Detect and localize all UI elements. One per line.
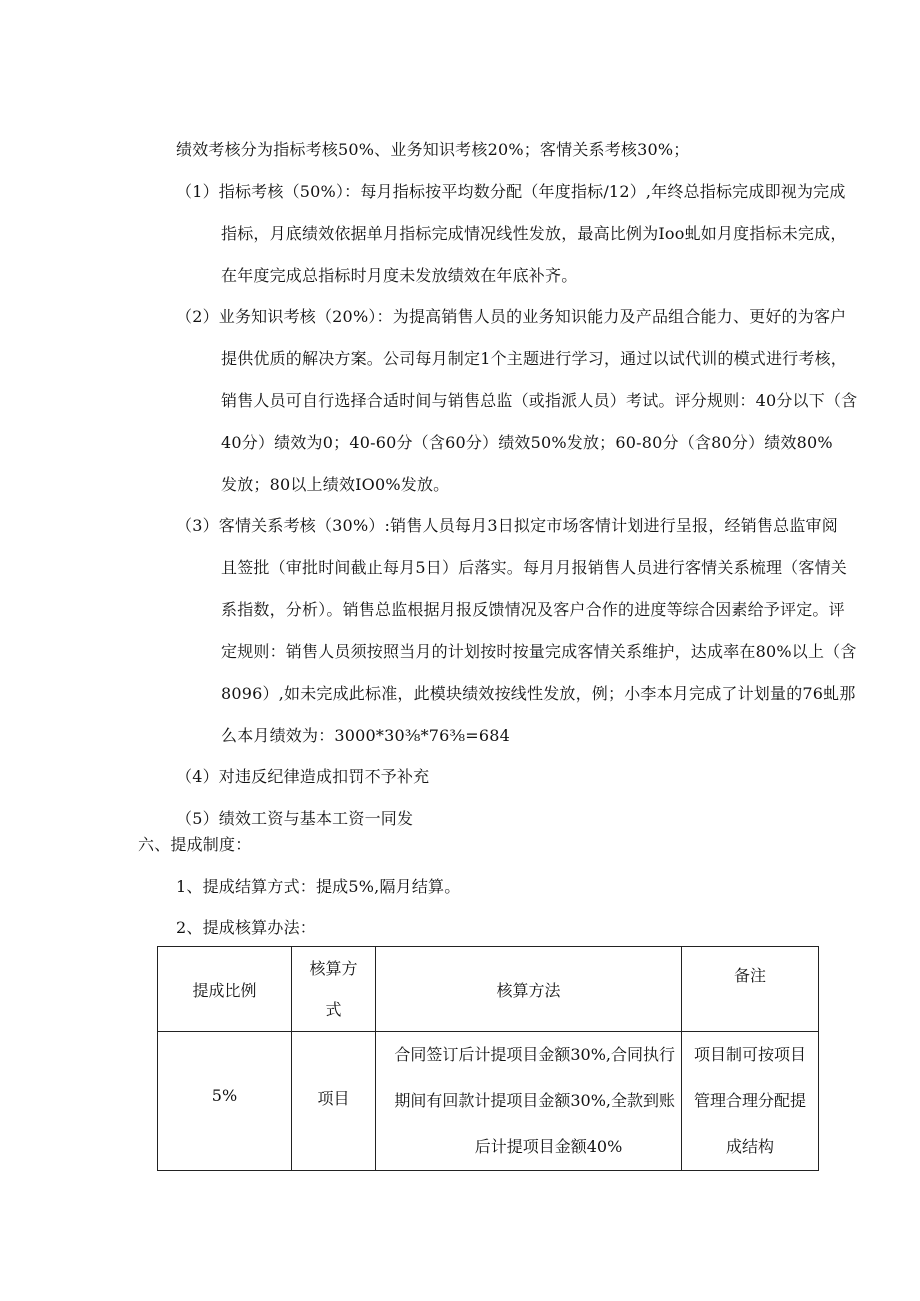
item5-text: （5）绩效工资与基本工资一同发 [176, 809, 414, 828]
item1-line1: （1）指标考核（50%）：每月指标按平均数分配（年度指标/12）,年终总指标完成即视为完成 [176, 182, 846, 201]
table-row [158, 1032, 819, 1171]
row-method-line2: 期间有回款计提项目金额30%,全款到账 [394, 1091, 675, 1110]
intro-text: 绩效考核分为指标考核50%、业务知识考核20%；客情关系考核30%； [176, 140, 690, 159]
item2-line4: 40分）绩效为0；40-60分（含60分）绩效50%发放；60-80分（含80分）绩效80% [221, 433, 833, 452]
table-header-row [158, 947, 819, 1032]
item3-line6: 么本月绩效为：3000*30⅜*76⅜=684 [221, 726, 510, 745]
item1-line2: 指标，月底绩效依据单月指标完成情况线性发放，最高比例为Ioo虬如月度指标未完成， [221, 224, 847, 243]
row-ratio: 5% [158, 1032, 292, 1171]
header-ratio: 提成比例 [158, 947, 292, 1032]
row-mode: 项目 [292, 1032, 376, 1171]
row-note-line1: 项目制可按项目 [693, 1045, 806, 1064]
item2-line1: （2）业务知识考核（20%）：为提高销售人员的业务知识能力及产品组合能力、更好的为客户 [176, 307, 847, 326]
header-note: 备注 [682, 947, 819, 1032]
item2-line3: 销售人员可自行选择合适时间与销售总监（或指派人员）考试。评分规则：40分以下（含 [221, 391, 858, 410]
item2-line5: 发放；80以上绩效IO0%发放。 [221, 475, 450, 494]
section6-title: 六、提成制度： [138, 835, 252, 854]
row-note-line3: 成结构 [725, 1137, 774, 1156]
row-note-line2: 管理合理分配提 [693, 1091, 806, 1110]
commission-table [157, 946, 819, 1171]
item3-line5: 8096）,如未完成此标准，此模块绩效按线性发放，例；小李本月完成了计划量的76虬那 [221, 684, 856, 703]
item3-line4: 定规则：销售人员须按照当月的计划按时按量完成客情关系维护，达成率在80%以上（含 [221, 642, 857, 661]
row-note [682, 1032, 819, 1171]
header-method: 核算方法 [376, 947, 682, 1032]
item4-text: （4）对违反纪律造成扣罚不予补充 [176, 767, 430, 786]
row-method-line1: 合同签订后计提项目金额30%,合同执行 [394, 1045, 675, 1064]
section6-p2: 2、提成核算办法： [176, 918, 316, 937]
section6-p1: 1、提成结算方式：提成5%,隔月结算。 [176, 877, 461, 896]
header-mode-line2: 式 [325, 1000, 342, 1019]
item1-line3: 在年度完成总指标时月度未发放绩效在年底补齐。 [221, 266, 578, 285]
item3-line3: 系指数，分析）。销售总监根据月报反馈情况及客户合作的进度等综合因素给予评定。评 [221, 600, 845, 619]
header-mode-line1: 核算方 [309, 959, 358, 978]
item3-line2: 且签批（审批时间截止每月5日）后落实。每月月报销售人员进行客情关系梳理（客情关 [221, 558, 847, 577]
header-mode [292, 947, 376, 1032]
row-method [376, 1032, 682, 1171]
item3-line1: （3）客情关系考核（30%）:销售人员每月3日拟定市场客情计划进行呈报，经销售总监审阅 [176, 516, 838, 535]
item2-line2: 提供优质的解决方案。公司每月制定1个主题进行学习，通过以试代训的模式进行考核， [221, 349, 847, 368]
row-method-line3: 后计提项目金额40% [474, 1137, 623, 1156]
